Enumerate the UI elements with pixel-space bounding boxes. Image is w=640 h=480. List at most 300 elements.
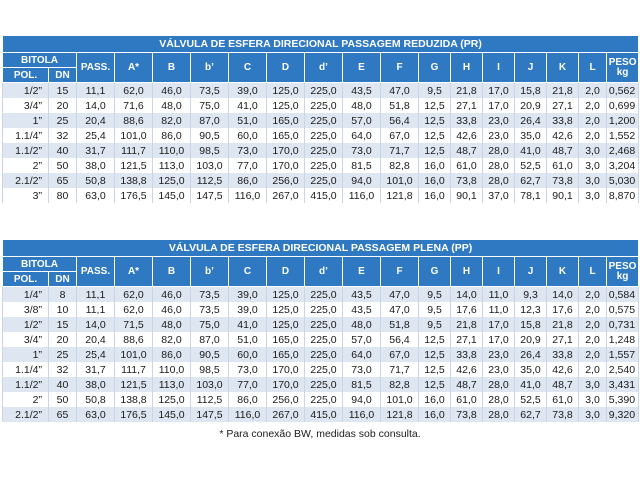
cell-l: 3,0 xyxy=(579,158,607,173)
cell-pass: 20,4 xyxy=(77,113,115,128)
table-row xyxy=(3,83,639,99)
cell-pass: 63,0 xyxy=(77,188,115,203)
table-body xyxy=(3,83,639,204)
cell-g: 9,5 xyxy=(419,317,451,332)
cell-f: 82,8 xyxy=(381,158,419,173)
cell-c: 86,0 xyxy=(229,392,267,407)
cell-g: 12,5 xyxy=(419,98,451,113)
cell-h: 90,1 xyxy=(451,188,483,203)
cell-d: 170,0 xyxy=(267,377,305,392)
cell-dn: 40 xyxy=(49,143,77,158)
cell-b-prime: 75,0 xyxy=(191,317,229,332)
cell-h: 14,0 xyxy=(451,287,483,303)
col-header-pass: PASS. xyxy=(77,53,115,83)
cell-f: 101,0 xyxy=(381,173,419,188)
cell-b: 86,0 xyxy=(153,128,191,143)
cell-d: 267,0 xyxy=(267,188,305,203)
cell-d: 267,0 xyxy=(267,407,305,422)
cell-f: 71,7 xyxy=(381,362,419,377)
cell-g: 12,5 xyxy=(419,128,451,143)
cell-e: 57,0 xyxy=(343,113,381,128)
col-header-e: E xyxy=(343,53,381,83)
cell-i: 28,0 xyxy=(483,392,515,407)
cell-b-prime: 112,5 xyxy=(191,392,229,407)
cell-g: 12,5 xyxy=(419,347,451,362)
cell-f: 47,0 xyxy=(381,83,419,99)
col-header-k: K xyxy=(547,257,579,287)
table-row xyxy=(3,302,639,317)
cell-dn: 15 xyxy=(49,83,77,99)
cell-b: 113,0 xyxy=(153,158,191,173)
cell-peso: 1,248 xyxy=(607,332,639,347)
cell-peso: 3,204 xyxy=(607,158,639,173)
cell-dn: 32 xyxy=(49,362,77,377)
cell-d: 125,0 xyxy=(267,98,305,113)
cell-h: 42,6 xyxy=(451,362,483,377)
cell-d: 165,0 xyxy=(267,128,305,143)
cell-pass: 50,8 xyxy=(77,173,115,188)
cell-d-prime: 225,0 xyxy=(305,287,343,303)
cell-j: 35,0 xyxy=(515,128,547,143)
table-row xyxy=(3,113,639,128)
cell-c: 39,0 xyxy=(229,83,267,99)
cell-d-prime: 225,0 xyxy=(305,362,343,377)
cell-pass: 11,1 xyxy=(77,287,115,303)
cell-b: 46,0 xyxy=(153,302,191,317)
cell-d-prime: 225,0 xyxy=(305,317,343,332)
cell-a: 121,5 xyxy=(115,377,153,392)
cell-k: 27,1 xyxy=(547,98,579,113)
cell-peso: 0,699 xyxy=(607,98,639,113)
cell-g: 16,0 xyxy=(419,173,451,188)
cell-a: 176,5 xyxy=(115,407,153,422)
col-header-j: J xyxy=(515,53,547,83)
cell-a: 88,6 xyxy=(115,113,153,128)
cell-dn: 80 xyxy=(49,188,77,203)
cell-pol: 2.1/2” xyxy=(3,407,49,422)
cell-e: 94,0 xyxy=(343,173,381,188)
cell-f: 71,7 xyxy=(381,143,419,158)
cell-d: 165,0 xyxy=(267,347,305,362)
cell-b: 82,0 xyxy=(153,113,191,128)
cell-i: 23,0 xyxy=(483,113,515,128)
cell-l: 2,0 xyxy=(579,98,607,113)
col-header-b-prime: b’ xyxy=(191,53,229,83)
cell-l: 2,0 xyxy=(579,113,607,128)
col-header-g: G xyxy=(419,257,451,287)
cell-c: 77,0 xyxy=(229,158,267,173)
peso-label: PESO xyxy=(608,56,637,68)
cell-f: 47,0 xyxy=(381,302,419,317)
cell-i: 17,0 xyxy=(483,317,515,332)
cell-pass: 14,0 xyxy=(77,98,115,113)
cell-b: 145,0 xyxy=(153,407,191,422)
cell-b-prime: 87,0 xyxy=(191,113,229,128)
cell-b-prime: 90,5 xyxy=(191,128,229,143)
col-header-peso xyxy=(607,53,639,83)
cell-l: 2,0 xyxy=(579,287,607,303)
cell-b-prime: 90,5 xyxy=(191,347,229,362)
col-header-d-prime: d’ xyxy=(305,257,343,287)
cell-d-prime: 225,0 xyxy=(305,377,343,392)
cell-i: 28,0 xyxy=(483,407,515,422)
col-header-l: L xyxy=(579,53,607,83)
cell-h: 42,6 xyxy=(451,128,483,143)
cell-k: 27,1 xyxy=(547,332,579,347)
cell-l: 3,0 xyxy=(579,173,607,188)
cell-i: 28,0 xyxy=(483,158,515,173)
cell-pass: 31,7 xyxy=(77,362,115,377)
col-header-f: F xyxy=(381,53,419,83)
cell-g: 16,0 xyxy=(419,188,451,203)
cell-dn: 15 xyxy=(49,317,77,332)
col-header-l: L xyxy=(579,257,607,287)
cell-pol: 2” xyxy=(3,158,49,173)
cell-k: 14,0 xyxy=(547,287,579,303)
bitola-header: BITOLA xyxy=(3,257,77,272)
col-header-b: B xyxy=(153,257,191,287)
cell-i: 28,0 xyxy=(483,377,515,392)
cell-e: 64,0 xyxy=(343,347,381,362)
peso-unit: kg xyxy=(616,270,629,282)
cell-pass: 20,4 xyxy=(77,332,115,347)
cell-j: 62,7 xyxy=(515,407,547,422)
cell-b-prime: 87,0 xyxy=(191,332,229,347)
cell-d-prime: 225,0 xyxy=(305,173,343,188)
cell-b: 110,0 xyxy=(153,143,191,158)
cell-l: 2,0 xyxy=(579,317,607,332)
cell-j: 12,3 xyxy=(515,302,547,317)
cell-a: 138,8 xyxy=(115,173,153,188)
cell-e: 116,0 xyxy=(343,188,381,203)
cell-a: 138,8 xyxy=(115,392,153,407)
cell-j: 20,9 xyxy=(515,332,547,347)
cell-h: 48,7 xyxy=(451,143,483,158)
cell-j: 52,5 xyxy=(515,392,547,407)
table-title: VÁLVULA DE ESFERA DIRECIONAL PASSAGEM REDUZIDA (PR) xyxy=(3,36,639,53)
cell-a: 101,0 xyxy=(115,128,153,143)
cell-peso: 2,468 xyxy=(607,143,639,158)
cell-b: 46,0 xyxy=(153,83,191,99)
cell-e: 43,5 xyxy=(343,83,381,99)
cell-i: 23,0 xyxy=(483,128,515,143)
cell-j: 15,8 xyxy=(515,83,547,99)
cell-f: 67,0 xyxy=(381,347,419,362)
cell-d: 170,0 xyxy=(267,362,305,377)
cell-g: 9,5 xyxy=(419,83,451,99)
table-title: VÁLVULA DE ESFERA DIRECIONAL PASSAGEM PLENA (PP) xyxy=(3,240,639,257)
cell-b-prime: 98,5 xyxy=(191,362,229,377)
table-row xyxy=(3,98,639,113)
cell-k: 73,8 xyxy=(547,407,579,422)
cell-c: 73,0 xyxy=(229,143,267,158)
col-header-h: H xyxy=(451,53,483,83)
cell-h: 17,6 xyxy=(451,302,483,317)
cell-l: 2,0 xyxy=(579,83,607,99)
cell-i: 28,0 xyxy=(483,173,515,188)
col-header-dn: DN xyxy=(49,272,77,287)
cell-pass: 50,8 xyxy=(77,392,115,407)
cell-f: 51,8 xyxy=(381,317,419,332)
cell-pol: 2.1/2” xyxy=(3,173,49,188)
cell-dn: 25 xyxy=(49,347,77,362)
cell-l: 3,0 xyxy=(579,143,607,158)
cell-b-prime: 103,0 xyxy=(191,158,229,173)
cell-k: 61,0 xyxy=(547,392,579,407)
cell-g: 12,5 xyxy=(419,143,451,158)
cell-k: 21,8 xyxy=(547,83,579,99)
cell-pol: 3” xyxy=(3,188,49,203)
cell-peso: 1,200 xyxy=(607,113,639,128)
cell-d-prime: 225,0 xyxy=(305,347,343,362)
cell-l: 3,0 xyxy=(579,188,607,203)
cell-j: 52,5 xyxy=(515,158,547,173)
cell-d-prime: 225,0 xyxy=(305,128,343,143)
cell-b-prime: 75,0 xyxy=(191,98,229,113)
cell-pol: 1” xyxy=(3,347,49,362)
cell-i: 23,0 xyxy=(483,347,515,362)
cell-c: 116,0 xyxy=(229,407,267,422)
cell-pass: 14,0 xyxy=(77,317,115,332)
cell-b-prime: 103,0 xyxy=(191,377,229,392)
cell-dn: 65 xyxy=(49,173,77,188)
cell-c: 51,0 xyxy=(229,332,267,347)
cell-c: 41,0 xyxy=(229,317,267,332)
cell-h: 21,8 xyxy=(451,317,483,332)
cell-pass: 38,0 xyxy=(77,158,115,173)
col-header-k: K xyxy=(547,53,579,83)
cell-j: 41,0 xyxy=(515,377,547,392)
cell-a: 62,0 xyxy=(115,287,153,303)
col-header-f: F xyxy=(381,257,419,287)
cell-b: 125,0 xyxy=(153,392,191,407)
table-row xyxy=(3,188,639,203)
cell-j: 20,9 xyxy=(515,98,547,113)
cell-d-prime: 225,0 xyxy=(305,143,343,158)
cell-dn: 40 xyxy=(49,377,77,392)
cell-e: 116,0 xyxy=(343,407,381,422)
cell-a: 101,0 xyxy=(115,347,153,362)
cell-j: 41,0 xyxy=(515,143,547,158)
cell-c: 39,0 xyxy=(229,302,267,317)
cell-d: 165,0 xyxy=(267,332,305,347)
cell-pol: 3/8” xyxy=(3,302,49,317)
cell-dn: 50 xyxy=(49,392,77,407)
cell-b: 110,0 xyxy=(153,362,191,377)
table-row xyxy=(3,143,639,158)
cell-d: 125,0 xyxy=(267,317,305,332)
peso-unit: kg xyxy=(616,66,629,78)
cell-pol: 1.1/4” xyxy=(3,362,49,377)
col-header-i: I xyxy=(483,53,515,83)
cell-g: 16,0 xyxy=(419,407,451,422)
cell-d: 170,0 xyxy=(267,158,305,173)
cell-b-prime: 147,5 xyxy=(191,407,229,422)
cell-a: 111,7 xyxy=(115,143,153,158)
cell-pol: 1/2” xyxy=(3,83,49,99)
cell-a: 176,5 xyxy=(115,188,153,203)
cell-a: 121,5 xyxy=(115,158,153,173)
cell-h: 33,8 xyxy=(451,347,483,362)
cell-d: 125,0 xyxy=(267,302,305,317)
cell-b-prime: 112,5 xyxy=(191,173,229,188)
col-header-pol: POL. xyxy=(3,272,49,287)
cell-h: 27,1 xyxy=(451,332,483,347)
cell-i: 28,0 xyxy=(483,143,515,158)
col-header-pol: POL. xyxy=(3,68,49,83)
cell-pass: 11,1 xyxy=(77,83,115,99)
table-row xyxy=(3,362,639,377)
cell-pol: 3/4” xyxy=(3,332,49,347)
peso-label: PESO xyxy=(608,260,637,272)
cell-k: 90,1 xyxy=(547,188,579,203)
cell-k: 33,8 xyxy=(547,113,579,128)
cell-d-prime: 225,0 xyxy=(305,392,343,407)
cell-a: 88,6 xyxy=(115,332,153,347)
cell-g: 16,0 xyxy=(419,158,451,173)
cell-b: 86,0 xyxy=(153,347,191,362)
cell-d: 125,0 xyxy=(267,287,305,303)
cell-d-prime: 225,0 xyxy=(305,113,343,128)
table-row xyxy=(3,392,639,407)
cell-k: 48,7 xyxy=(547,377,579,392)
cell-c: 60,0 xyxy=(229,347,267,362)
cell-d: 165,0 xyxy=(267,113,305,128)
cell-l: 3,0 xyxy=(579,407,607,422)
cell-pass: 11,1 xyxy=(77,302,115,317)
cell-j: 26,4 xyxy=(515,347,547,362)
cell-d: 125,0 xyxy=(267,83,305,99)
cell-pass: 25,4 xyxy=(77,347,115,362)
cell-l: 2,0 xyxy=(579,362,607,377)
cell-l: 2,0 xyxy=(579,128,607,143)
cell-pol: 1/4” xyxy=(3,287,49,303)
cell-f: 56,4 xyxy=(381,332,419,347)
col-header-h: H xyxy=(451,257,483,287)
cell-a: 62,0 xyxy=(115,83,153,99)
cell-b-prime: 73,5 xyxy=(191,287,229,303)
cell-h: 48,7 xyxy=(451,377,483,392)
cell-g: 12,5 xyxy=(419,362,451,377)
cell-a: 71,5 xyxy=(115,317,153,332)
table-row xyxy=(3,317,639,332)
cell-i: 11,0 xyxy=(483,287,515,303)
cell-j: 62,7 xyxy=(515,173,547,188)
cell-peso: 5,030 xyxy=(607,173,639,188)
cell-pass: 31,7 xyxy=(77,143,115,158)
col-header-peso xyxy=(607,257,639,287)
col-header-j: J xyxy=(515,257,547,287)
cell-e: 73,0 xyxy=(343,362,381,377)
cell-h: 33,8 xyxy=(451,113,483,128)
cell-e: 94,0 xyxy=(343,392,381,407)
cell-pol: 1/2” xyxy=(3,317,49,332)
cell-j: 26,4 xyxy=(515,113,547,128)
col-header-a: A* xyxy=(115,53,153,83)
cell-peso: 2,540 xyxy=(607,362,639,377)
cell-f: 121,8 xyxy=(381,188,419,203)
cell-e: 43,5 xyxy=(343,302,381,317)
cell-k: 17,6 xyxy=(547,302,579,317)
cell-b-prime: 73,5 xyxy=(191,302,229,317)
cell-i: 17,0 xyxy=(483,332,515,347)
cell-d: 256,0 xyxy=(267,173,305,188)
cell-a: 62,0 xyxy=(115,302,153,317)
col-header-a: A* xyxy=(115,257,153,287)
cell-i: 23,0 xyxy=(483,362,515,377)
cell-pol: 1” xyxy=(3,113,49,128)
cell-b-prime: 98,5 xyxy=(191,143,229,158)
cell-j: 35,0 xyxy=(515,362,547,377)
cell-i: 17,0 xyxy=(483,83,515,99)
cell-f: 101,0 xyxy=(381,392,419,407)
cell-peso: 0,731 xyxy=(607,317,639,332)
cell-dn: 50 xyxy=(49,158,77,173)
col-header-b: B xyxy=(153,53,191,83)
cell-peso: 1,557 xyxy=(607,347,639,362)
cell-e: 73,0 xyxy=(343,143,381,158)
cell-dn: 20 xyxy=(49,332,77,347)
cell-d-prime: 225,0 xyxy=(305,98,343,113)
cell-peso: 0,575 xyxy=(607,302,639,317)
cell-b: 113,0 xyxy=(153,377,191,392)
cell-pol: 1.1/4” xyxy=(3,128,49,143)
cell-peso: 5,390 xyxy=(607,392,639,407)
cell-d: 170,0 xyxy=(267,143,305,158)
cell-h: 61,0 xyxy=(451,392,483,407)
cell-dn: 8 xyxy=(49,287,77,303)
cell-e: 43,5 xyxy=(343,287,381,303)
cell-pass: 38,0 xyxy=(77,377,115,392)
cell-d-prime: 225,0 xyxy=(305,83,343,99)
cell-k: 48,7 xyxy=(547,143,579,158)
cell-peso: 8,870 xyxy=(607,188,639,203)
col-header-d: D xyxy=(267,53,305,83)
table-row xyxy=(3,128,639,143)
cell-j: 15,8 xyxy=(515,317,547,332)
cell-e: 48,0 xyxy=(343,98,381,113)
cell-l: 2,0 xyxy=(579,347,607,362)
cell-c: 51,0 xyxy=(229,113,267,128)
table-row xyxy=(3,407,639,422)
cell-c: 41,0 xyxy=(229,98,267,113)
footnote: * Para conexão BW, medidas sob consulta. xyxy=(219,428,421,440)
cell-peso: 0,562 xyxy=(607,83,639,99)
col-header-e: E xyxy=(343,257,381,287)
cell-dn: 20 xyxy=(49,98,77,113)
cell-g: 12,5 xyxy=(419,113,451,128)
table-row xyxy=(3,287,639,303)
cell-d-prime: 225,0 xyxy=(305,302,343,317)
cell-d-prime: 225,0 xyxy=(305,158,343,173)
table-row xyxy=(3,173,639,188)
cell-g: 12,5 xyxy=(419,377,451,392)
cell-pol: 1.1/2” xyxy=(3,143,49,158)
cell-l: 2,0 xyxy=(579,332,607,347)
col-header-c: C xyxy=(229,257,267,287)
table-row xyxy=(3,332,639,347)
cell-peso: 1,552 xyxy=(607,128,639,143)
cell-f: 56,4 xyxy=(381,113,419,128)
cell-b-prime: 147,5 xyxy=(191,188,229,203)
col-header-b-prime: b’ xyxy=(191,257,229,287)
col-header-g: G xyxy=(419,53,451,83)
cell-h: 73,8 xyxy=(451,173,483,188)
cell-d: 256,0 xyxy=(267,392,305,407)
table-row xyxy=(3,158,639,173)
cell-h: 27,1 xyxy=(451,98,483,113)
bitola-header: BITOLA xyxy=(3,53,77,68)
